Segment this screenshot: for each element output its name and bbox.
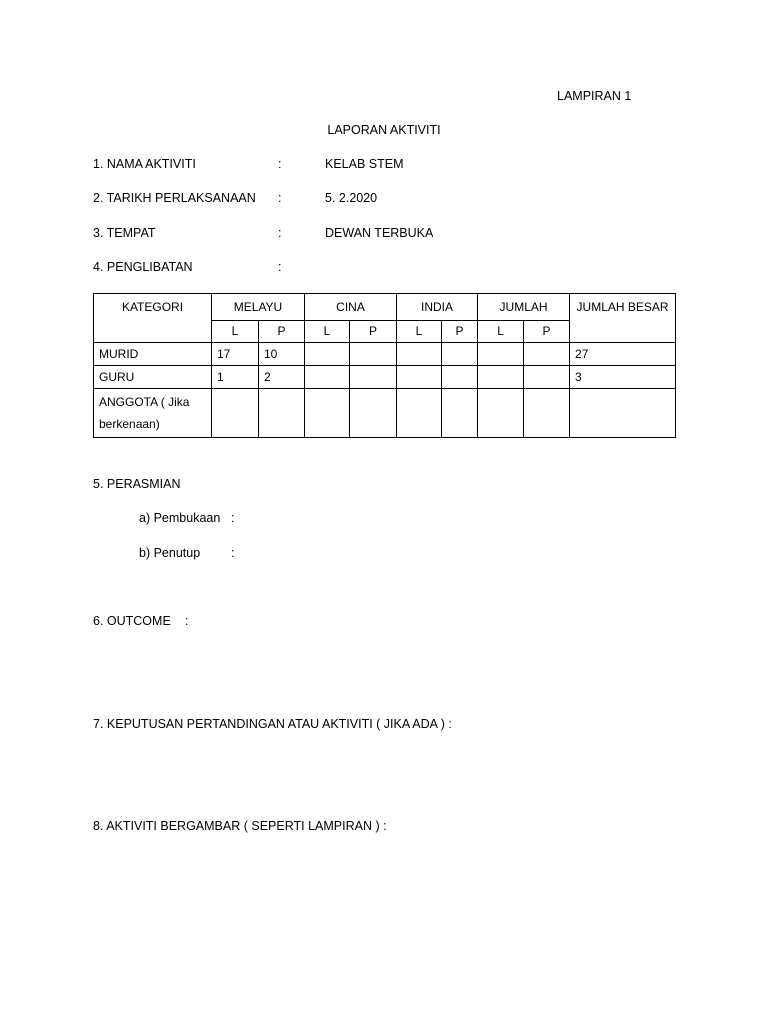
table-row	[94, 343, 676, 366]
cell-melayu-p: 10	[259, 343, 305, 366]
subheader-p: P	[350, 321, 397, 343]
cell-india-l	[397, 366, 442, 389]
section-outcome: 6. OUTCOME	[93, 614, 171, 628]
header-jumlah-besar: JUMLAH BESAR	[570, 294, 676, 343]
section-perasmian: 5. PERASMIAN	[93, 477, 181, 491]
label-penutup: b) Penutup	[139, 546, 201, 560]
cell-cina-l	[305, 366, 350, 389]
cell-india-p	[442, 343, 478, 366]
cell-india-l	[397, 343, 442, 366]
colon-outcome: :	[185, 614, 189, 628]
field-label-tempat: 3. TEMPAT	[93, 226, 156, 240]
subheader-l: L	[305, 321, 350, 343]
field-value-tarikh: 5. 2.2020	[325, 191, 378, 205]
field-value-tempat: DEWAN TERBUKA	[325, 226, 434, 240]
cell-melayu-l: 17	[212, 343, 259, 366]
header-india: INDIA	[397, 294, 478, 321]
cell-kategori: MURID	[94, 343, 212, 366]
cell-kategori: ANGGOTA ( Jika berkenaan)	[94, 389, 212, 438]
cell-india-p	[442, 366, 478, 389]
subheader-l: L	[212, 321, 259, 343]
cell-jumlah-p	[524, 366, 570, 389]
field-label-nama-aktiviti: 1. NAMA AKTIVITI	[93, 157, 196, 171]
field-colon: :	[278, 157, 282, 171]
field-colon: :	[278, 226, 282, 240]
field-value-nama-aktiviti: KELAB STEM	[325, 157, 404, 171]
cell-jumlah-l	[478, 389, 524, 438]
cell-cina-l	[305, 343, 350, 366]
field-label-tarikh: 2. TARIKH PERLAKSANAAN	[93, 191, 256, 205]
subheader-p: P	[259, 321, 305, 343]
header-melayu: MELAYU	[212, 294, 305, 321]
cell-jumlah-l	[478, 343, 524, 366]
cell-melayu-p	[259, 389, 305, 438]
field-colon: :	[278, 191, 282, 205]
cell-jumlah-l	[478, 366, 524, 389]
field-label-penglibatan: 4. PENGLIBATAN	[93, 260, 193, 274]
cell-india-l	[397, 389, 442, 438]
cell-melayu-l	[212, 389, 259, 438]
cell-india-p	[442, 389, 478, 438]
cell-jumlah-p	[524, 389, 570, 438]
penglibatan-table	[93, 293, 676, 438]
cell-jumlah-p	[524, 343, 570, 366]
table-row	[94, 389, 676, 438]
field-colon: :	[278, 260, 282, 274]
lampiran-label: LAMPIRAN 1	[557, 89, 632, 103]
subheader-l: L	[397, 321, 442, 343]
cell-cina-p	[350, 389, 397, 438]
subheader-l: L	[478, 321, 524, 343]
header-kategori: KATEGORI	[94, 294, 212, 343]
cell-cina-p	[350, 366, 397, 389]
section-aktiviti-bergambar: 8. AKTIVITI BERGAMBAR ( SEPERTI LAMPIRAN ) :	[93, 819, 387, 833]
cell-jumlah-besar	[570, 389, 676, 438]
cell-cina-p	[350, 343, 397, 366]
cell-melayu-p: 2	[259, 366, 305, 389]
section-keputusan: 7. KEPUTUSAN PERTANDINGAN ATAU AKTIVITI ( JIKA ADA ) :	[93, 717, 452, 731]
cell-kategori: GURU	[94, 366, 212, 389]
colon-pembukaan: :	[231, 511, 235, 525]
header-jumlah: JUMLAH	[478, 294, 570, 321]
subheader-p: P	[524, 321, 570, 343]
cell-jumlah-besar: 3	[570, 366, 676, 389]
table-row	[94, 366, 676, 389]
subheader-p: P	[442, 321, 478, 343]
header-cina: CINA	[305, 294, 397, 321]
cell-jumlah-besar: 27	[570, 343, 676, 366]
page-title: LAPORAN AKTIVITI	[327, 123, 441, 137]
cell-melayu-l: 1	[212, 366, 259, 389]
label-pembukaan: a) Pembukaan	[139, 511, 221, 525]
cell-cina-l	[305, 389, 350, 438]
colon-penutup: :	[231, 546, 235, 560]
